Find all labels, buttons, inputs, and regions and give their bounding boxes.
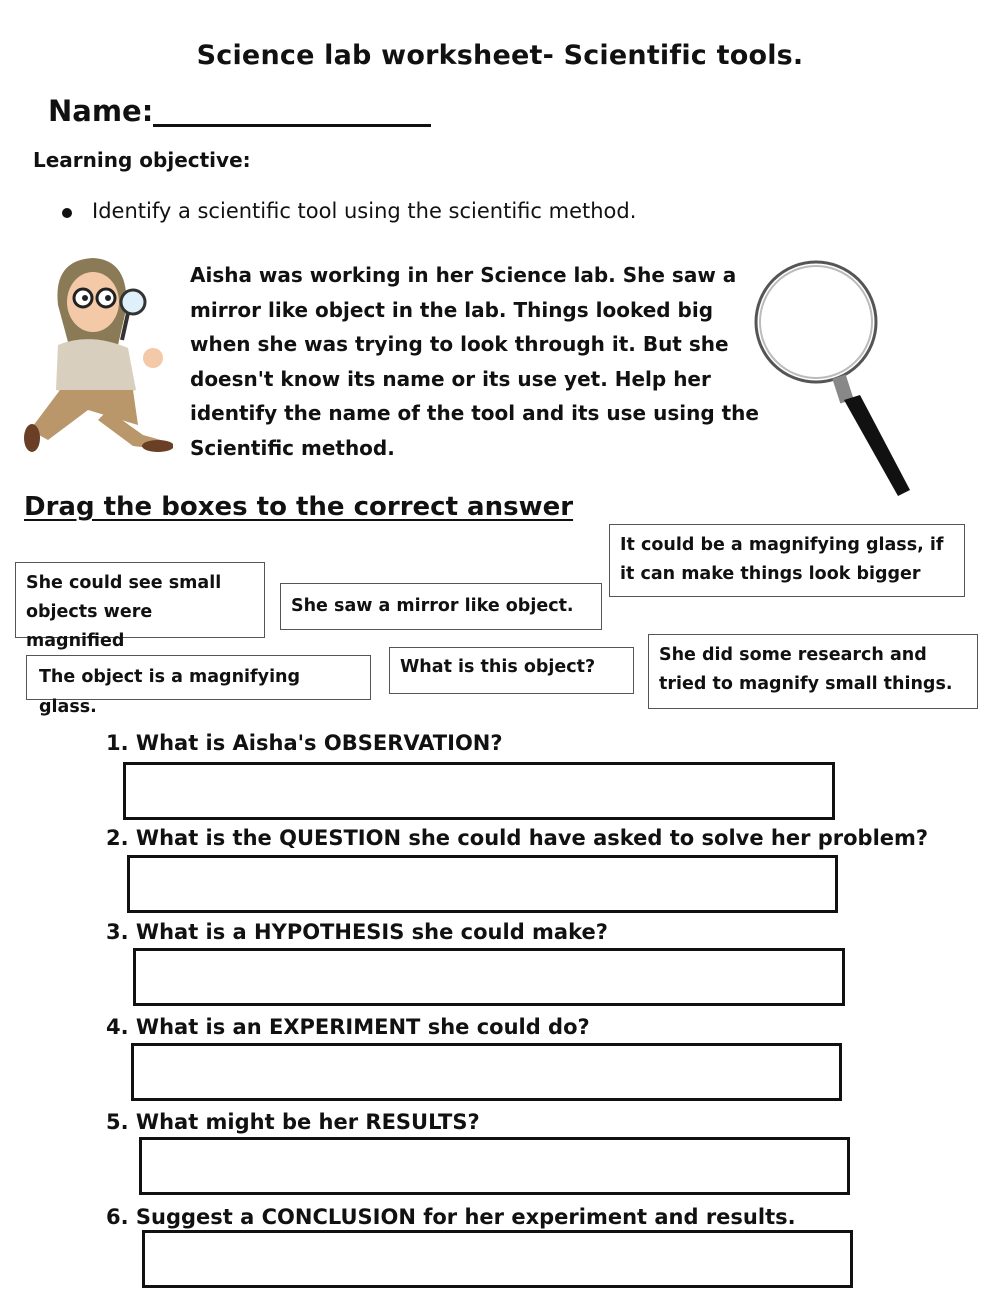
drag-card-results[interactable]: She could see small objects were magnified [15,562,265,638]
drag-card-question[interactable]: What is this object? [389,647,634,694]
question-6: 6. Suggest a CONCLUSION for her experiment and results. [106,1205,796,1229]
name-blank-line [153,124,431,127]
answer-drop-zone-5[interactable] [139,1137,850,1195]
bullet-icon [62,208,72,218]
story-paragraph: Aisha was working in her Science lab. She saw a mirror like object in the lab. Things looked big when she was trying to look through it. But she doesn't know its name or its use yet. Help her identify the name of the tool and its use using the Scientific method. [190,263,759,460]
drag-card-conclusion[interactable]: The object is a magnifying glass. [26,655,371,700]
name-label: Name: [48,94,154,128]
drag-card-hypothesis[interactable]: It could be a magnifying glass, if it can make things look bigger [609,524,965,597]
question-2: 2. What is the QUESTION she could have asked to solve her problem? [106,826,929,850]
drag-card-experiment[interactable]: She did some research and tried to magnify small things. [648,634,978,709]
magnifying-glass-illustration [748,250,918,500]
drag-instructions-heading: Drag the boxes to the correct answer [24,492,574,522]
answer-drop-zone-4[interactable] [131,1043,842,1101]
answer-drop-zone-2[interactable] [127,855,838,913]
drag-card-observation[interactable]: She saw a mirror like object. [280,583,602,630]
answer-drop-zone-3[interactable] [133,948,845,1006]
learning-objective-label: Learning objective: [33,148,251,172]
question-1: 1. What is Aisha's OBSERVATION? [106,731,503,755]
question-3: 3. What is a HYPOTHESIS she could make? [106,920,608,944]
girl-with-magnifier-illustration [18,250,173,460]
question-5: 5. What might be her RESULTS? [106,1110,480,1134]
worksheet-title: Science lab worksheet- Scientific tools. [196,40,804,71]
answer-drop-zone-6[interactable] [142,1230,853,1288]
objective-item: Identify a scientific tool using the scientific method. [92,199,637,223]
question-4: 4. What is an EXPERIMENT she could do? [106,1015,590,1039]
answer-drop-zone-1[interactable] [123,762,835,820]
